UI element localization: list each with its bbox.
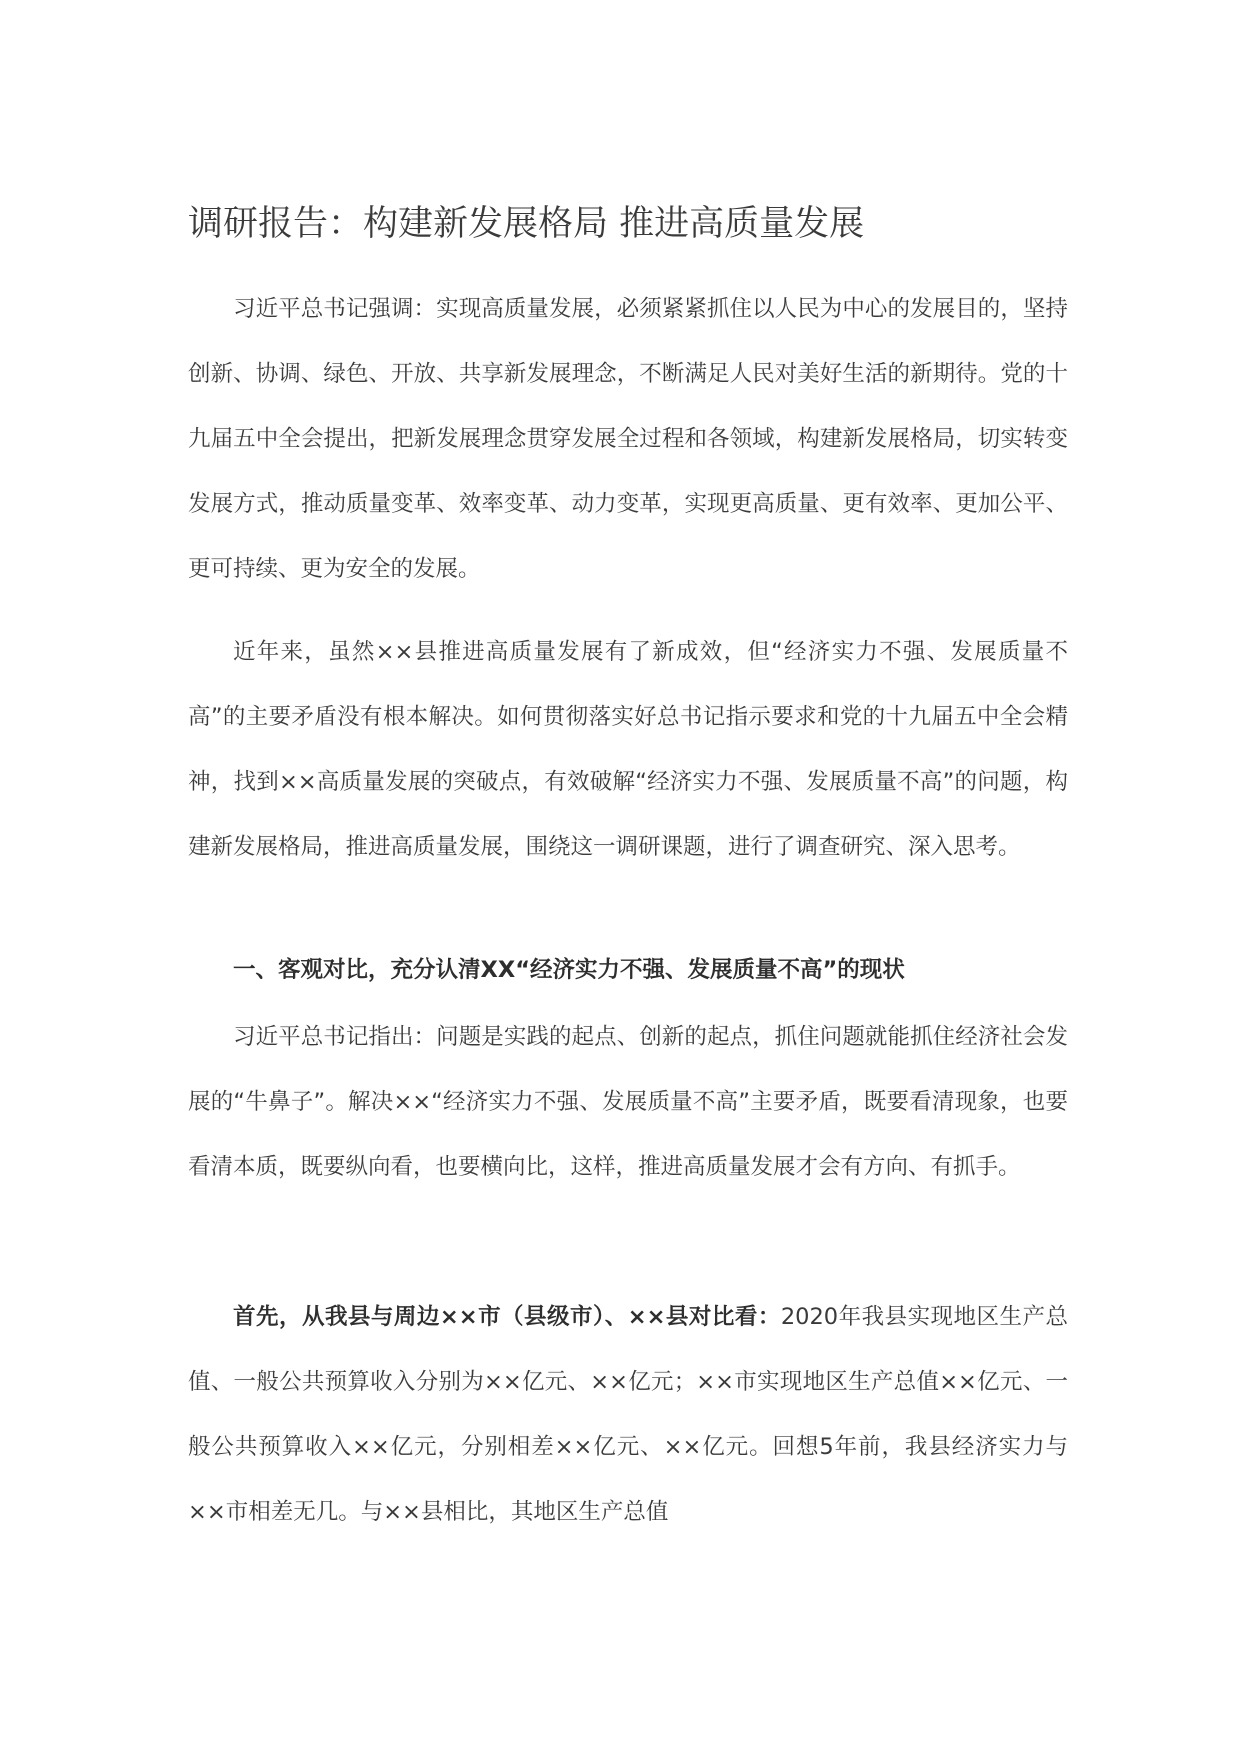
paragraph-background: 近年来，虽然××县推进高质量发展有了新成效，但“经济实力不强、发展质量不高”的主要矛盾没有根本解决。如何贯彻落实好总书记指示要求和党的十九届五中全会精神，找到××高质量发展的突破点，有效破解“经济实力不强、发展质量不高”的问题，构建新发展格局，推进高质量发展，围绕这一调研课题，进行了调查研究、深入思考。 bbox=[188, 639, 1068, 860]
paragraph-intro: 习近平总书记强调：实现高质量发展，必须紧紧抓住以人民为中心的发展目的，坚持创新、协调、绿色、开放、共享新发展理念，不断满足人民对美好生活的新期待。党的十九届五中全会提出，把新发展理念贯穿发展全过程和各领域，构建新发展格局，切实转变发展方式，推动质量变革、效率变革、动力变革，实现更高质量、更有效率、更加公平、更可持续、更为安全的发展。 bbox=[188, 296, 1068, 582]
paragraph-comparison-lead: 首先，从我县与周边××市（县级市）、××县对比看： bbox=[233, 1304, 781, 1330]
paragraph-comparison-body: 2020年我县实现地区生产总值、一般公共预算收入分别为××亿元、××亿元；××市实现地区生产总值××亿元、一般公共预算收入××亿元，分别相差××亿元、××亿元。回想5年前，我县经济实力与××市相差无几。与××县相比，其地区生产总值 bbox=[188, 1304, 1068, 1525]
paragraph-comparison bbox=[188, 1285, 1068, 1545]
document-title: 调研报告：构建新发展格局 推进高质量发展 bbox=[188, 204, 865, 244]
section-heading: 一、客观对比，充分认清XX“经济实力不强、发展质量不高”的现状 bbox=[233, 957, 905, 983]
paragraph-section-intro: 习近平总书记指出：问题是实践的起点、创新的起点，抓住问题就能抓住经济社会发展的“牛鼻子”。解决××“经济实力不强、发展质量不高”主要矛盾，既要看清现象，也要看清本质，既要纵向看，也要横向比，这样，推进高质量发展才会有方向、有抓手。 bbox=[188, 1024, 1068, 1180]
